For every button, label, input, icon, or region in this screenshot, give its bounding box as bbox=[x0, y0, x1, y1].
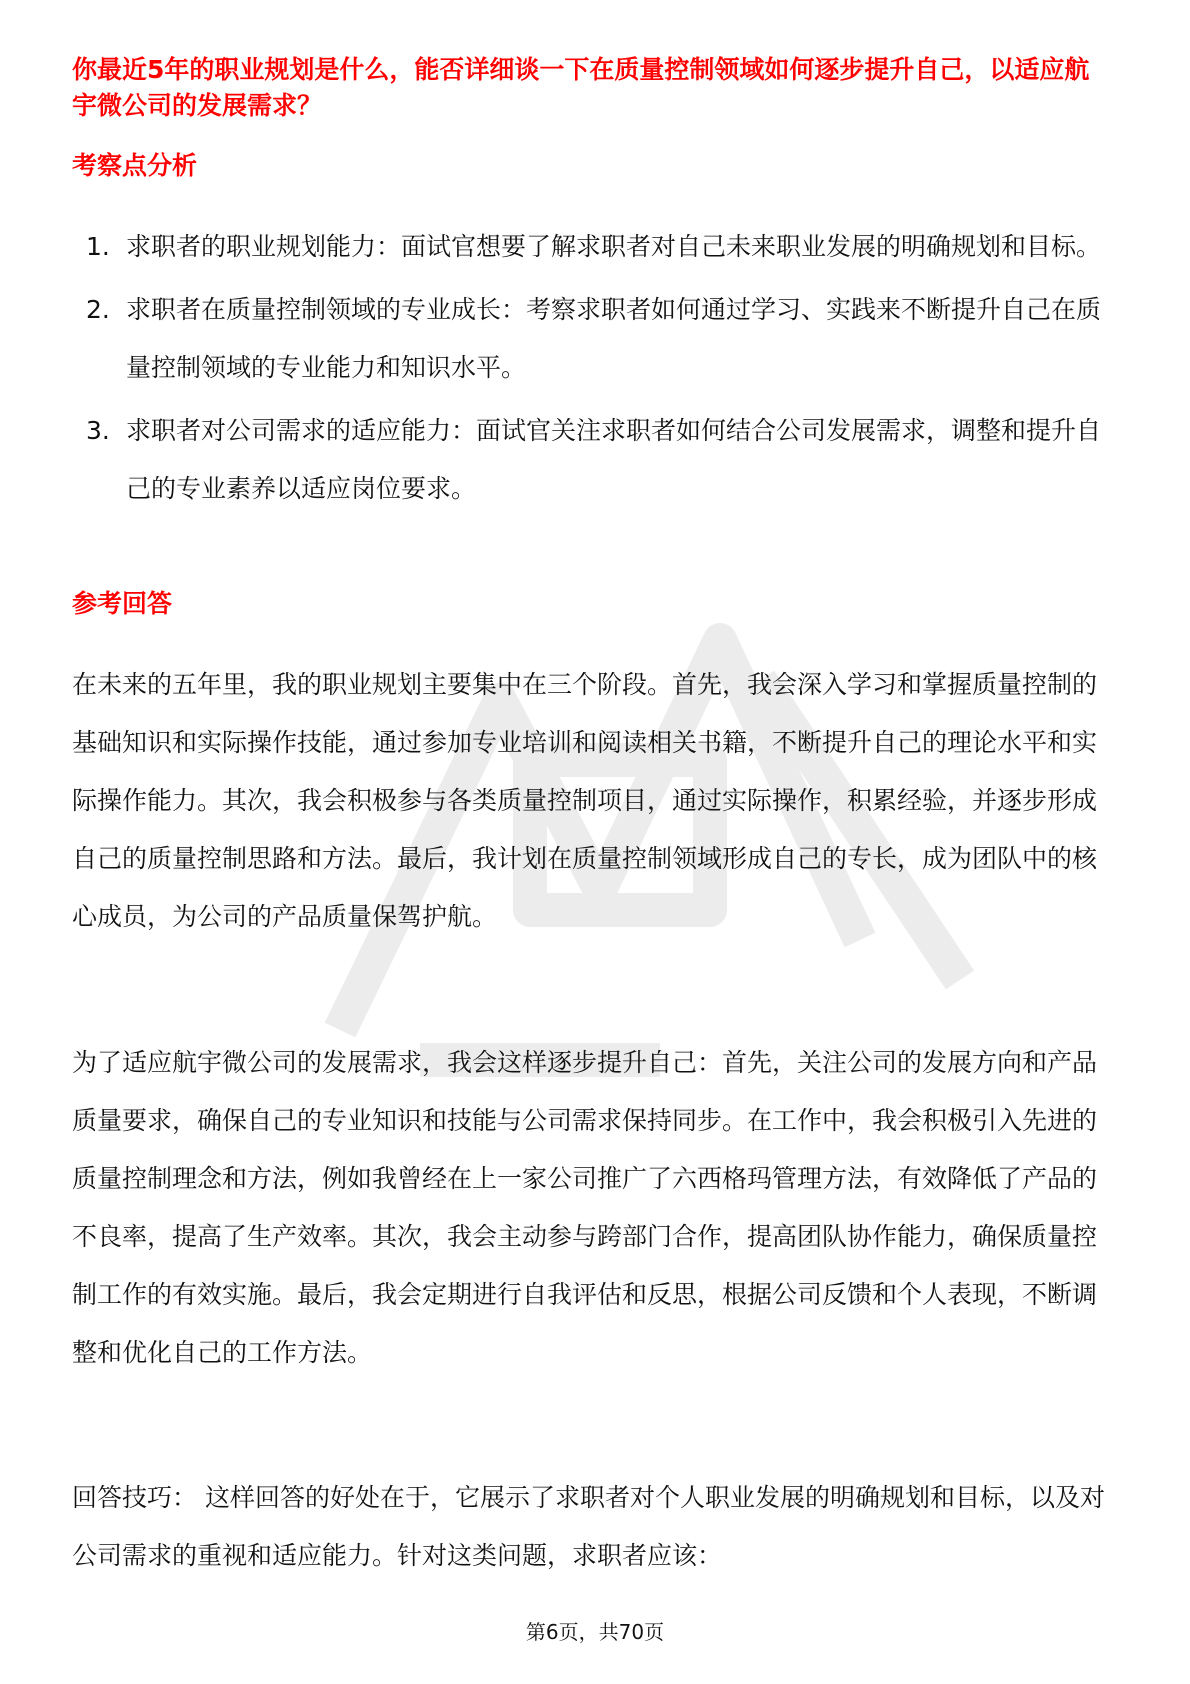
answer-paragraph: 在未来的五年里，我的职业规划主要集中在三个阶段。首先，我会深入学习和掌握质量控制的基础知识和实际操作技能，通过参加专业培训和阅读相关书籍，不断提升自己的理论水平和实际操作能力。其次，我会积极参与各类质量控制项目，通过实际操作，积累经验，并逐步形成自己的质量控制思路和方法。最后，我计划在质量控制领域形成自己的专长，成为团队中的核心成员，为公司的产品质量保驾护航。 bbox=[72, 670, 1098, 931]
answer-paragraph: 为了适应航宇微公司的发展需求，我会这样逐步提升自己：首先，关注公司的发展方向和产品质量要求，确保自己的专业知识和技能与公司需求保持同步。在工作中，我会积极引入先进的质量控制理念和方法，例如我曾经在上一家公司推广了六西格玛管理方法，有效降低了产品的不良率，提高了生产效率。其次，我会主动参与跨部门合作，提高团队协作能力，确保质量控制工作的有效实施。最后，我会定期进行自我评估和反思，根据公司反馈和个人表现，不断调整和优化自己的工作方法。 bbox=[72, 1048, 1098, 1367]
list-item-text: 求职者在质量控制领域的专业成长：考察求职者如何通过学习、实践来不断提升自己在质量控制领域的专业能力和知识水平。 bbox=[126, 295, 1102, 382]
analysis-item bbox=[72, 218, 1112, 276]
analysis-item bbox=[72, 402, 1112, 518]
list-number: 3. bbox=[86, 416, 110, 445]
question-title: 你最近5年的职业规划是什么，能否详细谈一下在质量控制领域如何逐步提升自己，以适应航宇微公司的发展需求？ bbox=[72, 55, 1090, 120]
list-number: 2. bbox=[86, 295, 110, 324]
analysis-heading: 考察点分析 bbox=[72, 151, 198, 180]
list-item-text: 求职者的职业规划能力：面试官想要了解求职者对自己未来职业发展的明确规划和目标。 bbox=[126, 232, 1102, 261]
list-number: 1. bbox=[86, 232, 110, 261]
analysis-list bbox=[72, 218, 1112, 523]
answer-tips-paragraph: 回答技巧： 这样回答的好处在于，它展示了求职者对个人职业发展的明确规划和目标，以及对公司需求的重视和适应能力。针对这类问题，求职者应该： bbox=[72, 1483, 1105, 1570]
answer-heading: 参考回答 bbox=[72, 589, 173, 618]
analysis-item bbox=[72, 281, 1112, 397]
list-item-text: 求职者对公司需求的适应能力：面试官关注求职者如何结合公司发展需求，调整和提升自己的专业素养以适应岗位要求。 bbox=[126, 416, 1102, 503]
page-number: 第6页，共70页 bbox=[525, 1620, 665, 1644]
